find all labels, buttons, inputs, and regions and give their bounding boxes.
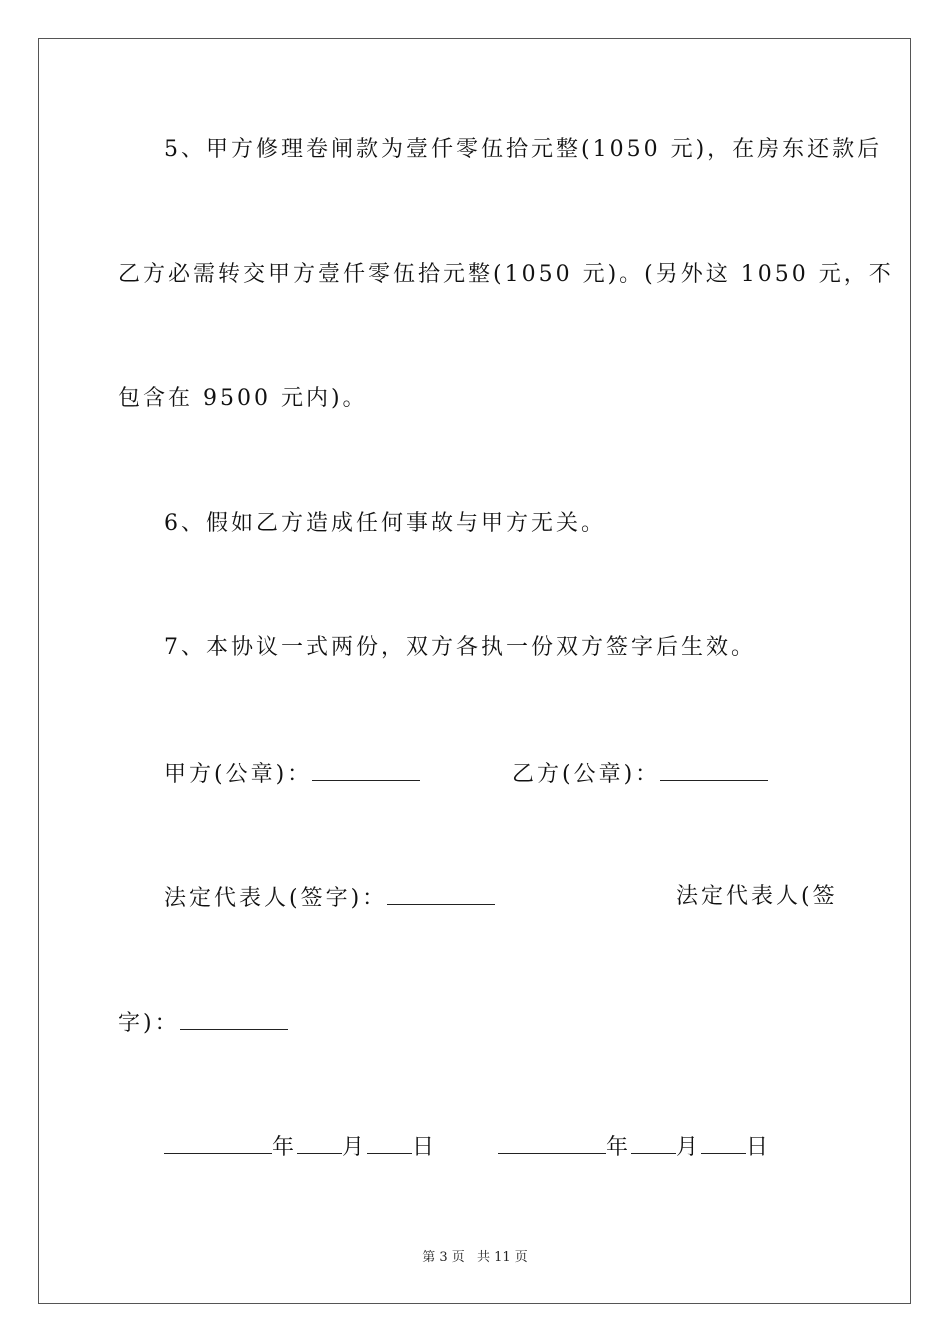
- party-a-year-blank: [164, 1131, 272, 1154]
- party-b-rep-label-part1: 法定代表人(签: [676, 884, 838, 909]
- party-b-day-blank: [701, 1131, 746, 1154]
- party-b-seal-blank: [660, 758, 768, 781]
- party-b-year-label: 年: [606, 1135, 632, 1160]
- party-a-day-blank: [367, 1131, 412, 1154]
- party-a-seal-blank: [312, 758, 420, 781]
- clause-5-line-3: 包含在 9500 元内)。: [118, 386, 368, 411]
- clause-6: 6、假如乙方造成任何事故与甲方无关。: [164, 511, 606, 536]
- party-b-month-label: 月: [676, 1135, 702, 1160]
- clause-5-line-2: 乙方必需转交甲方壹仟零伍拾元整(1050 元)。(另外这 1050 元，不: [118, 262, 894, 287]
- page-number: 第 3 页: [422, 1250, 465, 1265]
- party-b-year-blank: [498, 1131, 606, 1154]
- clause-7: 7、本协议一式两份，双方各执一份双方签字后生效。: [164, 635, 756, 660]
- party-b-rep-row: [118, 1007, 288, 1039]
- page-border: [38, 38, 911, 1304]
- party-a-date-row: [164, 1131, 437, 1163]
- party-b-date-row: [498, 1131, 771, 1163]
- party-a-day-label: 日: [412, 1135, 438, 1160]
- party-a-month-label: 月: [342, 1135, 368, 1160]
- party-b-day-label: 日: [746, 1135, 772, 1160]
- page-footer: [0, 1246, 950, 1265]
- party-a-rep-row: [164, 882, 495, 914]
- party-b-seal-label: 乙方(公章)：: [512, 762, 661, 787]
- page-total: 共 11 页: [476, 1250, 528, 1265]
- party-a-seal-row: [164, 758, 420, 790]
- party-b-seal-row: [512, 758, 768, 790]
- party-b-rep-label-part2: 字)：: [118, 1011, 180, 1036]
- party-a-rep-blank: [387, 882, 495, 905]
- party-a-seal-label: 甲方(公章)：: [164, 762, 313, 787]
- party-a-year-label: 年: [272, 1135, 298, 1160]
- party-b-month-blank: [631, 1131, 676, 1154]
- clause-5-line-1: 5、甲方修理卷闸款为壹仟零伍拾元整(1050 元)，在房东还款后: [164, 137, 883, 162]
- party-a-rep-label: 法定代表人(签字)：: [164, 886, 388, 911]
- party-a-month-blank: [297, 1131, 342, 1154]
- party-b-rep-blank: [180, 1007, 288, 1030]
